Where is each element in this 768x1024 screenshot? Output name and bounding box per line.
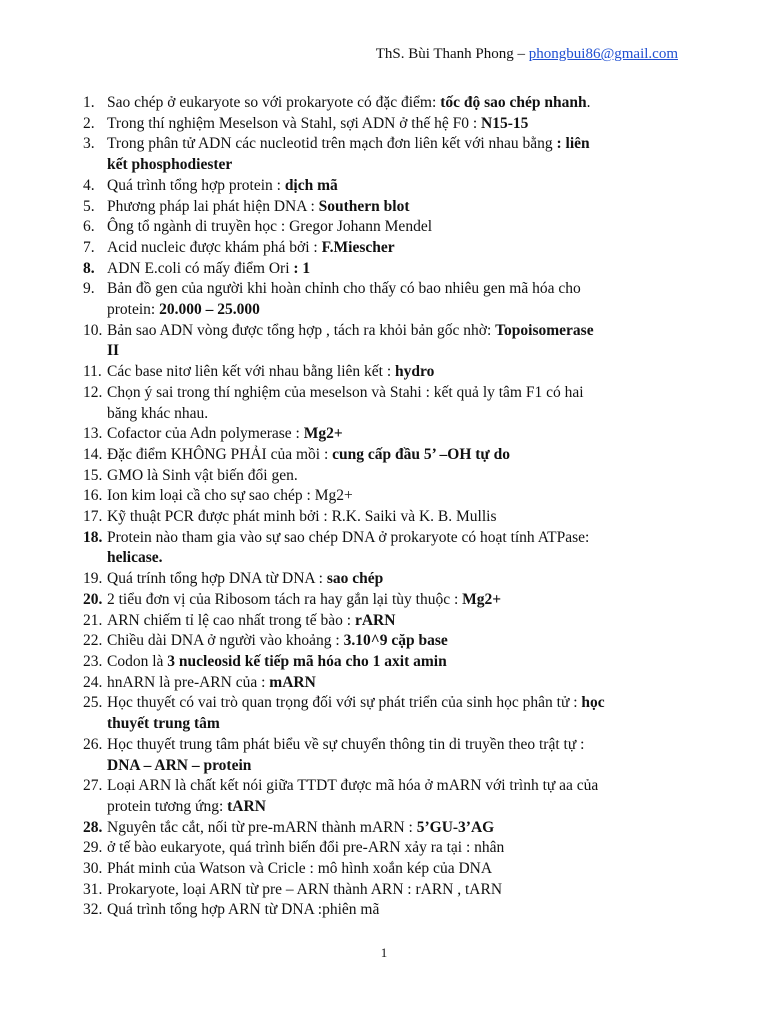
question-text: Ông tổ ngành di truyền học : Gregor Johann Mendel bbox=[107, 218, 433, 236]
list-item-line bbox=[83, 569, 683, 590]
question-text: Nguyên tắc cắt, nối từ pre-mARN thành mARN : bbox=[107, 818, 417, 836]
list-item-line bbox=[83, 114, 683, 135]
question-text: ADN E.coli có mấy điểm Ori bbox=[107, 259, 294, 277]
list-item bbox=[83, 652, 683, 673]
answer-text: thuyết trung tâm bbox=[107, 715, 220, 733]
answer-text: F.Miescher bbox=[321, 238, 395, 256]
list-item bbox=[83, 673, 683, 694]
question-text: Ion kim loại cầ cho sự sao chép : Mg2+ bbox=[107, 487, 353, 505]
answer-text: tARN bbox=[227, 797, 266, 815]
continuation-line bbox=[83, 548, 683, 569]
list-item bbox=[83, 362, 683, 383]
list-item-line bbox=[83, 321, 683, 342]
list-item-line bbox=[83, 900, 683, 921]
email-link[interactable]: phongbui86@gmail.com bbox=[528, 46, 678, 62]
item-number: 3. bbox=[83, 135, 95, 153]
item-number: 25. bbox=[83, 694, 103, 712]
answer-text: 5’GU-3’AG bbox=[416, 818, 495, 836]
list-item-line bbox=[83, 776, 683, 797]
item-number: 14. bbox=[83, 445, 103, 463]
answer-text: 3 nucleosid kế tiếp mã hóa cho 1 axit amin bbox=[167, 652, 447, 670]
question-text: GMO là Sinh vật biến đổi gen. bbox=[107, 466, 298, 484]
author-name: ThS. Bùi Thanh Phong – bbox=[375, 46, 529, 62]
list-item-line bbox=[83, 859, 683, 880]
list-item bbox=[83, 238, 683, 259]
item-number: 5. bbox=[83, 197, 95, 215]
qa-list bbox=[83, 93, 683, 921]
answer-text: Topoisomerase bbox=[495, 321, 594, 339]
item-number: 10. bbox=[83, 321, 103, 339]
list-item-line bbox=[83, 652, 683, 673]
list-item bbox=[83, 569, 683, 590]
list-item-line bbox=[83, 134, 683, 155]
question-text: Các base nitơ liên kết với nhau bằng liên kết : bbox=[107, 363, 395, 381]
list-item-line bbox=[83, 611, 683, 632]
item-number: 7. bbox=[83, 238, 95, 256]
list-item bbox=[83, 93, 683, 114]
question-text: ở tế bào eukaryote, quá trình biến đổi pre-ARN xảy ra tại : nhân bbox=[107, 839, 505, 857]
list-item bbox=[83, 176, 683, 197]
question-text: Loại ARN là chất kết nói giữa TTDT được mã hóa ở mARN với trình tự aa của bbox=[107, 777, 599, 795]
answer-text: tốc độ sao chép nhanh bbox=[440, 94, 587, 111]
answer-text: mARN bbox=[269, 673, 316, 691]
question-text: protein: bbox=[107, 301, 160, 319]
question-text: Học thuyết trung tâm phát biểu về sự chuyển thông tin di truyền theo trật tự : bbox=[107, 735, 585, 753]
list-item-line bbox=[83, 445, 683, 466]
list-item-line bbox=[83, 424, 683, 445]
continuation-line bbox=[83, 155, 683, 176]
item-number: 26. bbox=[83, 735, 103, 753]
list-item bbox=[83, 611, 683, 632]
list-item bbox=[83, 217, 683, 238]
question-text: Quá trình tổng hợp ARN từ DNA :phiên mã bbox=[107, 901, 380, 919]
item-number: 17. bbox=[83, 508, 103, 526]
list-item-line bbox=[83, 259, 683, 280]
continuation-line bbox=[83, 404, 683, 425]
continuation-line bbox=[83, 300, 683, 321]
list-item bbox=[83, 818, 683, 839]
answer-text: Southern blot bbox=[318, 197, 410, 215]
question-text: Protein nào tham gia vào sự sao chép DNA ở prokaryote có hoạt tính ATPase: bbox=[107, 528, 590, 546]
continuation-line bbox=[83, 797, 683, 818]
list-item bbox=[83, 859, 683, 880]
item-number: 31. bbox=[83, 880, 103, 898]
answer-text: cung cấp đầu 5’ –OH tự do bbox=[332, 445, 510, 463]
list-item-line bbox=[83, 880, 683, 901]
list-item-line bbox=[83, 486, 683, 507]
question-text: Prokaryote, loại ARN từ pre – ARN thành ARN : rARN , tARN bbox=[107, 880, 503, 898]
list-item bbox=[83, 693, 683, 734]
list-item bbox=[83, 424, 683, 445]
question-text: Acid nucleic được khám phá bởi : bbox=[107, 238, 322, 256]
list-item-line bbox=[83, 176, 683, 197]
item-number: 20. bbox=[83, 590, 103, 608]
list-item-line bbox=[83, 838, 683, 859]
continuation-line bbox=[83, 756, 683, 777]
question-text: Codon là bbox=[107, 652, 168, 670]
item-number: 4. bbox=[83, 176, 95, 194]
continuation-line bbox=[83, 341, 683, 362]
answer-text: II bbox=[107, 342, 120, 360]
list-item bbox=[83, 590, 683, 611]
list-item-line bbox=[83, 735, 683, 756]
question-text: Học thuyết có vai trò quan trọng đối với sự phát triển của sinh học phân tử : bbox=[107, 694, 582, 712]
answer-text: : 1 bbox=[293, 259, 311, 277]
list-item-line bbox=[83, 507, 683, 528]
answer-text: Mg2+ bbox=[303, 425, 343, 443]
question-text: Quá trình tổng hợp protein : bbox=[107, 176, 285, 194]
list-item bbox=[83, 880, 683, 901]
question-text: Phương pháp lai phát hiện DNA : bbox=[107, 197, 319, 215]
answer-text: học bbox=[581, 694, 605, 712]
question-text: Bản đồ gen của người khi hoàn chỉnh cho thấy có bao nhiêu gen mã hóa cho bbox=[107, 280, 581, 298]
list-item bbox=[83, 383, 683, 424]
item-number: 29. bbox=[83, 839, 103, 857]
item-number: 22. bbox=[83, 632, 103, 650]
list-item bbox=[83, 631, 683, 652]
answer-text: hydro bbox=[395, 363, 435, 381]
list-item bbox=[83, 507, 683, 528]
answer-text: kết phosphodiester bbox=[107, 156, 233, 174]
question-text: hnARN là pre-ARN của : bbox=[107, 673, 270, 691]
list-item bbox=[83, 466, 683, 487]
question-text: ARN chiếm tỉ lệ cao nhất trong tế bào : bbox=[107, 611, 355, 629]
question-text: Kỹ thuật PCR được phát minh bởi : R.K. Saiki và K. B. Mullis bbox=[107, 508, 497, 526]
item-number: 27. bbox=[83, 777, 103, 795]
continuation-line bbox=[83, 714, 683, 735]
list-item bbox=[83, 114, 683, 135]
question-text: Phát minh của Watson và Cricle : mô hình xoắn kép của DNA bbox=[107, 860, 493, 878]
page-header bbox=[376, 46, 678, 63]
list-item bbox=[83, 445, 683, 466]
list-item bbox=[83, 776, 683, 817]
question-text: Quá trính tổng hợp DNA từ DNA : bbox=[107, 570, 327, 588]
list-item-line bbox=[83, 279, 683, 300]
answer-text: Mg2+ bbox=[462, 590, 502, 608]
item-number: 11. bbox=[83, 363, 102, 381]
question-text: Chọn ý sai trong thí nghiệm của meselson và Stahi : kết quả ly tâm F1 có hai bbox=[107, 383, 584, 401]
item-number: 13. bbox=[83, 425, 103, 443]
list-item-line bbox=[83, 466, 683, 487]
answer-text: sao chép bbox=[326, 570, 384, 588]
list-item bbox=[83, 528, 683, 569]
question-text: băng khác nhau. bbox=[107, 404, 209, 422]
question-text: Cofactor của Adn polymerase : bbox=[107, 425, 304, 443]
page-number: 1 bbox=[380, 945, 388, 960]
item-number: 21. bbox=[83, 611, 103, 629]
list-item-line bbox=[83, 197, 683, 218]
item-number: 18. bbox=[83, 528, 103, 546]
item-number: 24. bbox=[83, 673, 103, 691]
question-text: 2 tiểu đơn vị của Ribosom tách ra hay gắn lại tùy thuộc : bbox=[107, 590, 463, 608]
list-item-line bbox=[83, 383, 683, 404]
list-item bbox=[83, 279, 683, 320]
item-number: 19. bbox=[83, 570, 103, 588]
answer-text: 20.000 – 25.000 bbox=[159, 301, 260, 319]
question-text: protein tương ứng: bbox=[107, 797, 228, 815]
list-item-line bbox=[83, 590, 683, 611]
question-text: Trong thí nghiệm Meselson và Stahl, sợi ADN ở thế hệ F0 : bbox=[107, 114, 482, 132]
item-number: 2. bbox=[83, 114, 95, 132]
list-item bbox=[83, 838, 683, 859]
item-number: 32. bbox=[83, 901, 103, 919]
list-item-line bbox=[83, 238, 683, 259]
list-item-line bbox=[83, 631, 683, 652]
question-text: Bản sao ADN vòng được tổng hợp , tách ra khỏi bản gốc nhờ: bbox=[107, 321, 496, 339]
answer-tail: . bbox=[586, 94, 591, 111]
answer-text: 3.10^9 cặp base bbox=[343, 632, 448, 650]
list-item-line bbox=[83, 528, 683, 549]
list-item bbox=[83, 900, 683, 921]
answer-text: helicase. bbox=[107, 549, 163, 567]
item-number: 30. bbox=[83, 860, 103, 878]
list-item-line bbox=[83, 217, 683, 238]
item-number: 8. bbox=[83, 259, 95, 277]
list-item bbox=[83, 134, 683, 175]
answer-text: DNA – ARN – protein bbox=[107, 756, 252, 774]
question-text: Trong phân tử ADN các nucleotid trên mạch đơn liên kết với nhau bằng bbox=[107, 135, 557, 153]
answer-text: N15-15 bbox=[481, 114, 529, 132]
item-number: 6. bbox=[83, 218, 95, 236]
item-number: 12. bbox=[83, 383, 103, 401]
item-number: 1. bbox=[83, 94, 95, 111]
list-item bbox=[83, 259, 683, 280]
list-item bbox=[83, 197, 683, 218]
question-text: Chiều dài DNA ở người vào khoảng : bbox=[107, 632, 344, 650]
list-item-line bbox=[83, 362, 683, 383]
item-number: 16. bbox=[83, 487, 103, 505]
list-item-line bbox=[83, 93, 683, 114]
item-number: 23. bbox=[83, 652, 103, 670]
answer-text: dịch mã bbox=[284, 176, 338, 194]
item-number: 9. bbox=[83, 280, 95, 298]
question-text: Sao chép ở eukaryote so với prokaryote có đặc điểm: bbox=[107, 94, 441, 111]
answer-text: rARN bbox=[354, 611, 396, 629]
item-number: 15. bbox=[83, 466, 103, 484]
list-item-line bbox=[83, 818, 683, 839]
list-item bbox=[83, 486, 683, 507]
list-item-line bbox=[83, 673, 683, 694]
question-text: Đặc điểm KHÔNG PHẢI của mồi : bbox=[107, 445, 333, 463]
item-number: 28. bbox=[83, 818, 103, 836]
list-item bbox=[83, 321, 683, 362]
list-item bbox=[83, 735, 683, 776]
list-item-line bbox=[83, 693, 683, 714]
answer-text: : liên bbox=[556, 135, 590, 153]
